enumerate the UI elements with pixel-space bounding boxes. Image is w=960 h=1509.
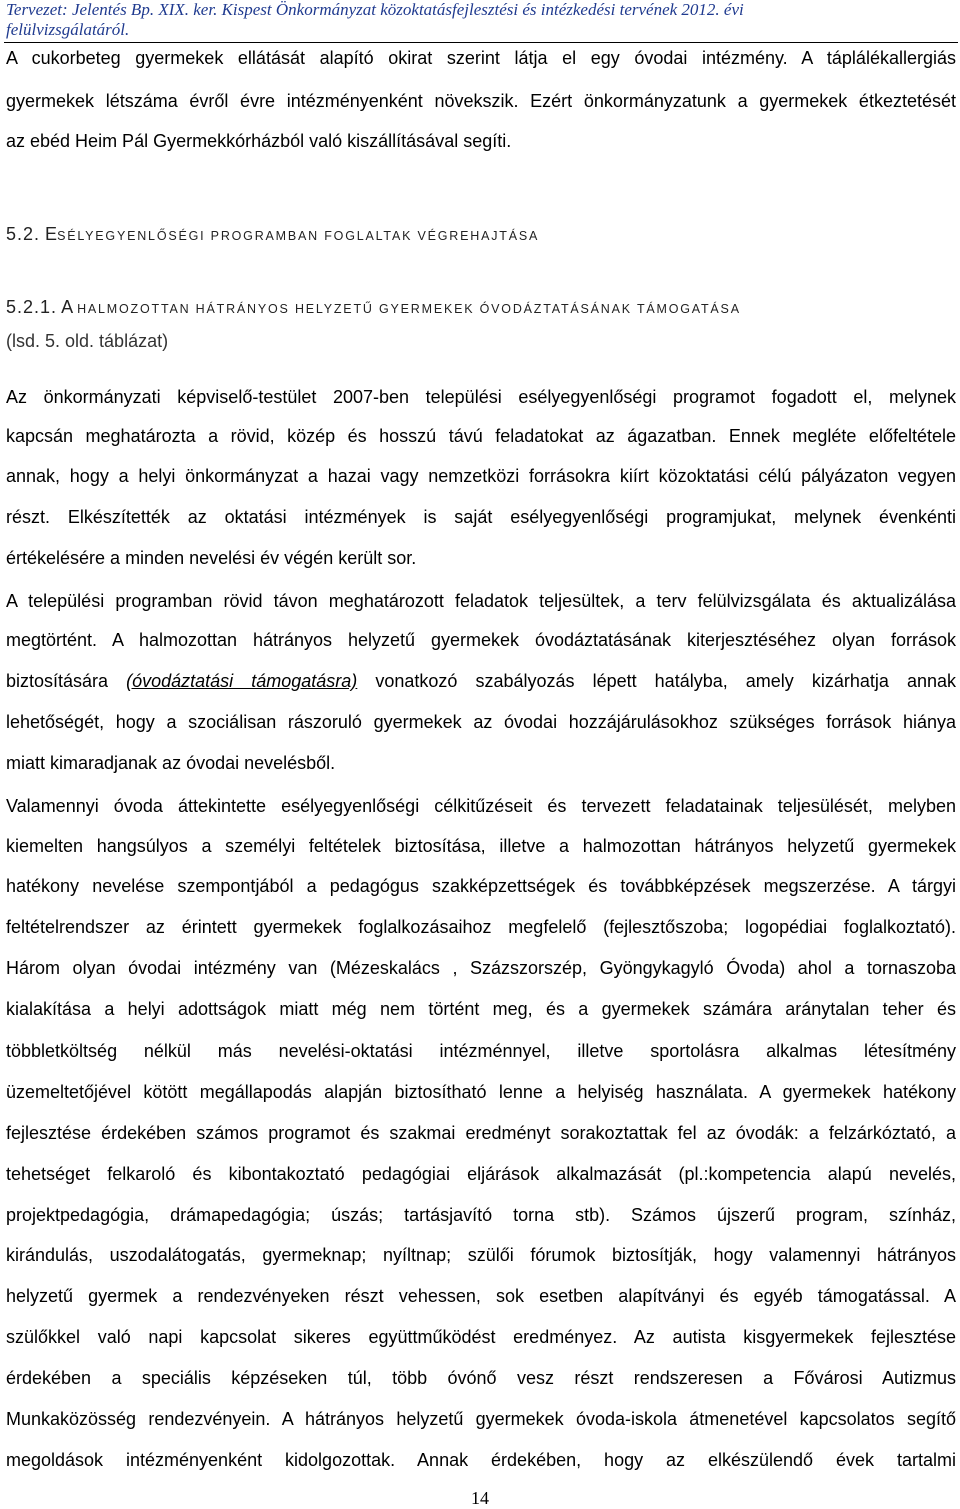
para2-line-5: miatt kimaradjanak az óvodai nevelésből. — [6, 753, 336, 773]
para3-line-2: kiemelten hangsúlyos a személyi feltételek biztosítása, illetve a halmozottan hátrányos helyzetű gyermekek — [6, 836, 956, 856]
para2-line-4: lehetőségét, hogy a szociálisan rászoruló gyermekek az óvodai hozzájárulásokhoz szükséges források hiánya — [6, 712, 956, 732]
para3-line-10: tehetséget felkaroló és kibontakoztató pedagógiai eljárások alkalmazását (pl.:kompetencia alapú nevelés, — [6, 1164, 956, 1184]
para3-line-6: kialakítása a helyi adottságok miatt még nem történt meg, és a gyermekek számára aránytalan teher és — [6, 999, 956, 1019]
section-title: HALMOZOTTAN HÁTRÁNYOS HELYZETŰ GYERMEKEK ÓVODÁZTATÁSÁNAK TÁMOGATÁSA — [77, 302, 741, 316]
para1-line-2: kapcsán meghatározta a rövid, közép és hosszú távú feladatokat az ágazatban. Ennek megléte előfeltétele — [6, 426, 956, 446]
para3-line-11: projektpedagógia, drámapedagógia; úszás; tartásjavító torna stb). Számos újszerű program, színház, — [6, 1205, 956, 1225]
para1-line-1: Az önkormányzati képviselő-testület 2007-ben települési esélyegyenlőségi programot fogadott el, melynek — [6, 387, 956, 407]
para3-line-13: helyzetű gyermek a rendezvényeken részt vehessen, sok esetben alapítványi és egyéb támogatással. A — [6, 1286, 956, 1306]
para3-line-12: kirándulás, uszodalátogatás, gyermeknap; nyíltnap; szülői fórumok biztosítják, hogy valamennyi hátrányos — [6, 1245, 956, 1265]
emphasized-term: (óvodáztatási támogatásra) — [126, 671, 358, 691]
section-title-initial: A — [61, 297, 73, 317]
para2-line-1: A települési programban rövid távon meghatározott feladatok teljesültek, a terv felülvizsgálata és aktualizálása — [6, 591, 956, 611]
section-number: 5.2.1. — [6, 297, 58, 317]
para3-line-5: Három olyan óvodai intézmény van (Mézeskalács , Százszorszép, Gyöngykagyló Óvoda) ahol a tornaszoba — [6, 958, 956, 978]
table-reference: (lsd. 5. old. táblázat) — [6, 331, 169, 351]
header-divider — [4, 42, 958, 43]
text-span: vonatkozó szabályozás lépett hatályba, amely kizárhatja annak — [375, 671, 956, 691]
para3-line-9: fejlesztése érdekében számos programot és szakmai eredményt sorakoztattak fel az óvodák: a felzárkóztató, a — [6, 1123, 956, 1143]
para1-line-4: részt. Elkészítették az oktatási intézmények is saját esélyegyenlőségi programjukat, melynek évenkénti — [6, 507, 956, 527]
para3-line-3: hatékony nevelése szempontjából a pedagógus szakképzettségek és továbbképzések megszerzése. A tárgyi — [6, 876, 956, 896]
para1-line-3: annak, hogy a helyi önkormányzat a hazai vagy nemzetközi forrásokra kiírt közoktatási célú pályázaton vegyen — [6, 466, 956, 486]
para3-line-4: feltételrendszer az érintett gyermekek foglalkozásaihoz megfelelő (fejlesztőszoba; logopédiai foglalkoztató). — [6, 917, 956, 937]
intro-line-1: A cukorbeteg gyermekek ellátását alapító okirat szerint látja el egy óvodai intézmény. A táplálékallergiás — [6, 48, 956, 68]
para3-line-17: megoldások intézményenként kidolgozottak. Annak érdekében, hogy az elkészülendő évek tartalmi — [6, 1450, 956, 1470]
para3-line-14: szülőkkel való napi kapcsolat sikeres együttműködést eredményez. Az autista kisgyermekek fejlesztése — [6, 1327, 956, 1347]
para3-line-16: Munkaközösség rendezvényein. A hátrányos helyzetű gyermekek óvoda-iskola átmenetével kapcsolatos segítő — [6, 1409, 956, 1429]
para3-line-7: többletköltség nélkül más nevelési-oktatási intézménnyel, illetve sportolásra alkalmas létesítmény — [6, 1041, 956, 1061]
running-header-line-2: felülvizsgálatáról. — [6, 20, 130, 39]
para1-line-5: értékelésére a minden nevelési év végén került sor. — [6, 548, 417, 568]
para2-line-2: megtörtént. A halmozottan hátrányos helyzetű gyermekek óvodáztatásának kiterjesztéséhez olyan források — [6, 630, 956, 650]
para3-line-15: érdekében a speciális képzéseken túl, több óvónő vesz részt rendszeresen a Fővárosi Autizmus — [6, 1368, 956, 1388]
para3-line-1: Valamennyi óvoda áttekintette esélyegyenlőségi célkitűzéseit és tervezett feladatainak teljesülését, melyben — [6, 796, 956, 816]
section-title: SÉLYEGYENLŐSÉGI PROGRAMBAN FOGLALTAK VÉGREHAJTÁSA — [57, 229, 540, 243]
running-header-line-1: Tervezet: Jelentés Bp. XIX. ker. Kispest Önkormányzat közoktatásfejlesztési és intézkedési tervének 2012. évi — [6, 0, 744, 19]
para2-line-3 — [6, 670, 956, 692]
page-number: 14 — [471, 1488, 489, 1508]
section-heading-5-2 — [6, 223, 539, 247]
section-number: 5.2. — [6, 224, 41, 244]
section-heading-5-2-1 — [6, 296, 741, 320]
text-span: biztosítására — [6, 671, 109, 691]
para3-line-8: üzemeltetőjével kötött megállapodás alapján biztosítható lenne a helyiség használata. A gyermekek hatékony — [6, 1082, 956, 1102]
intro-line-2: gyermekek létszáma évről évre intézményenként növekszik. Ezért önkormányzatunk a gyermekek étkeztetését — [6, 91, 956, 111]
section-title-initial: E — [45, 224, 58, 244]
intro-line-3: az ebéd Heim Pál Gyermekkórházból való kiszállításával segíti. — [6, 131, 512, 151]
